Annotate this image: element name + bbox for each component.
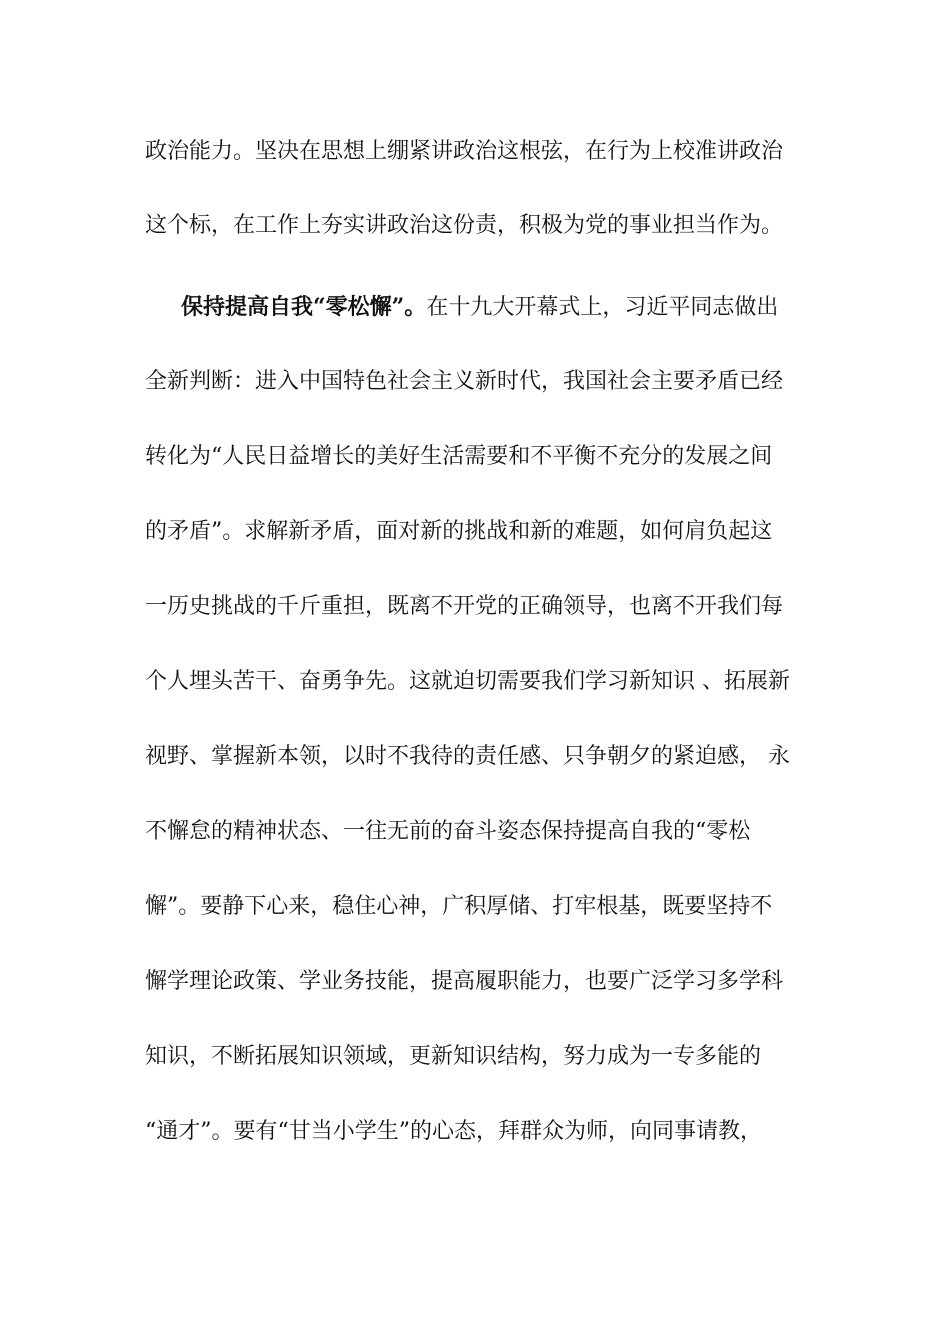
paragraph-heading: 保持提高自我“零松懈”。 [181, 294, 427, 320]
paragraph-start-line [181, 290, 810, 324]
text-line-7: 一历史挑战的千斤重担，既离不开党的正确领导，也离不开我们每 [145, 594, 784, 619]
text-line-5: 转化为“人民日益增长的美好生活需要和不平衡不充分的发展之间 [145, 444, 773, 469]
text-line-10: 不懈怠的精神状态、一往无前的奋斗姿态保持提高自我的“零松 [145, 819, 751, 844]
text-line-12: 懈学理论政策、学业务技能，提高履职能力，也要广泛学习多学科 [145, 969, 784, 994]
text-line-8: 个人埋头苦干、奋勇争先。这就迫切需要我们学习新知识 、拓展新 [145, 669, 790, 694]
text-line-14: “通才”。要有“甘当小学生”的心态，拜群众为师，向同事请教， [145, 1119, 762, 1144]
text-line-13: 知识，不断拓展知识领域，更新知识结构，努力成为一专多能的 [145, 1044, 762, 1069]
paragraph-heading-rest: 在十九大开幕式上，习近平同志做出 [426, 295, 779, 320]
text-line-2: 这个标，在工作上夯实讲政治这份责，积极为党的事业担当作为。 [145, 213, 784, 238]
text-line-4: 全新判断：进入中国特色社会主义新时代，我国社会主要矛盾已经 [145, 369, 784, 394]
text-line-6: 的矛盾”。求解新矛盾，面对新的挑战和新的难题，如何肩负起这 [145, 519, 773, 544]
text-line-1: 政治能力。坚决在思想上绷紧讲政治这根弦，在行为上校准讲政治 [145, 139, 784, 164]
text-line-9: 视野、掌握新本领，以时不我待的责任感、只争朝夕的紧迫感， 永 [145, 744, 790, 769]
text-line-11: 懈”。要静下心来，稳住心神，广积厚储、打牢根基，既要坚持不 [145, 894, 773, 919]
